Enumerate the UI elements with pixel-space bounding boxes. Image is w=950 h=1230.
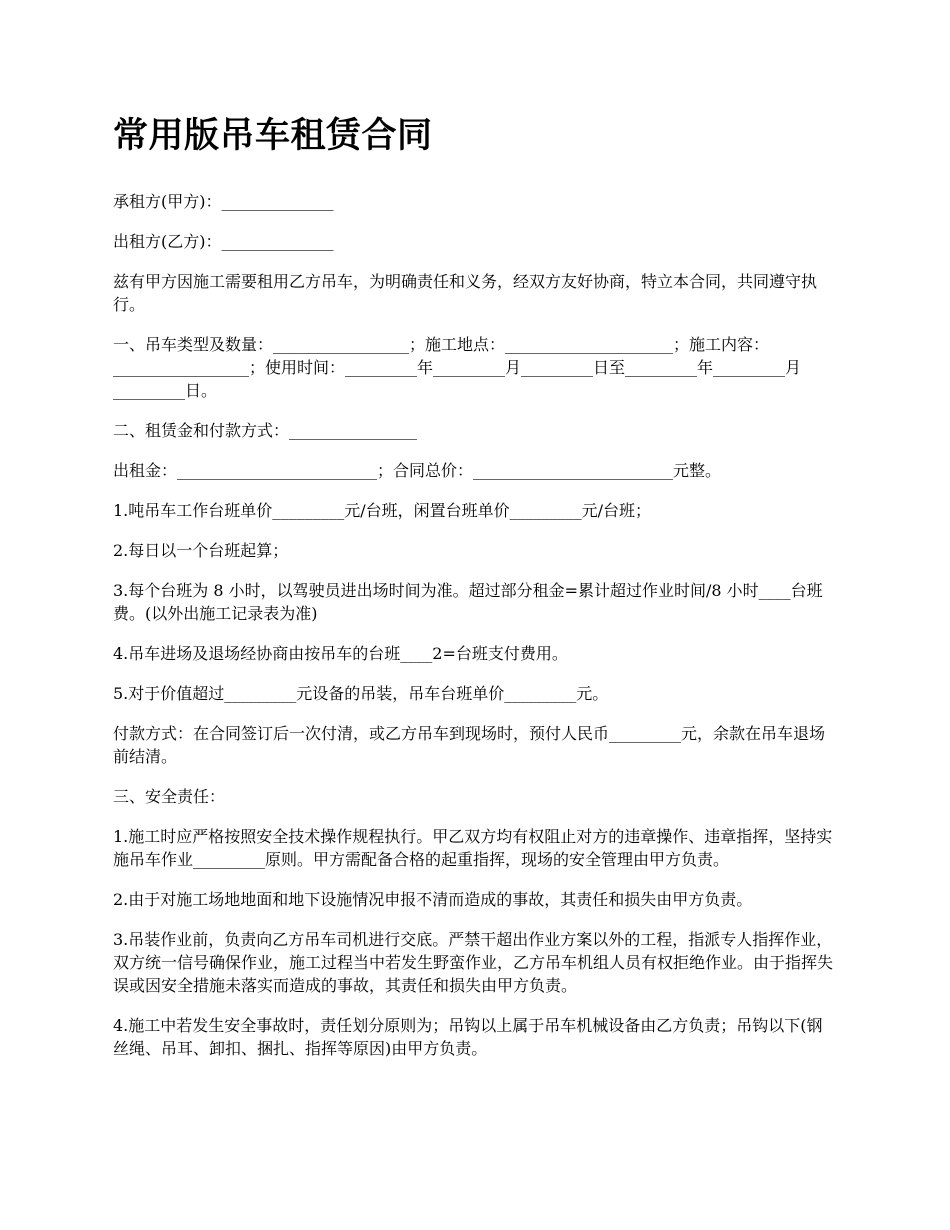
rent-total-line: 出租金：_________________________；合同总价：_________________________元整。 [113,461,722,480]
clause-2-5: 5.对于价值超过_________元设备的吊装，吊车台班单价_________元。 [113,684,609,703]
clause-3-3: 3.吊装作业前，负责向乙方吊车司机进行交底。严禁干超出作业方案以外的工程，指派专人指挥作业，双方统一信号确保作业，施工过程当中若发生野蛮作业，乙方吊车机组人员有权拒绝作业。由于指挥失误或因安全措施未落实而造成的事故，其责任和损失由甲方负责。 [113,930,834,995]
clause-3-2: 2.由于对施工场地地面和地下设施情况申报不清而造成的事故，其责任和损失由甲方负责。 [113,890,753,909]
clause-3-1: 1.施工时应严格按照安全技术操作规程执行。甲乙双方均有权阻止对方的违章操作、违章指挥，坚持实施吊车作业_________原则。甲方需配备合格的起重指挥，现场的安全管理由甲方负责。 [113,827,833,869]
party-a-line: 承租方(甲方)：______________ [113,192,334,211]
payment-method-paragraph: 付款方式：在合同签订后一次付清，或乙方吊车到现场时，预付人民币_________元，余款在吊车退场前结清。 [113,724,826,766]
clause-2-3: 3.每个台班为 8 小时，以驾驶员进出场时间为准。超过部分租金=累计超过作业时间/8 小时____台班费。(以外出施工记录表为准) [113,581,823,623]
document-title: 常用版吊车租赁合同 [113,115,433,156]
section-2-heading: 二、租赁金和付款方式：________________ [113,421,418,440]
preamble-paragraph: 兹有甲方因施工需要租用乙方吊车，为明确责任和义务，经双方友好协商，特立本合同，共同遵守执行。 [113,272,818,314]
party-b-line: 出租方(乙方)：______________ [113,232,334,251]
clause-2-1: 1.吨吊车工作台班单价_________元/台班，闲置台班单价_________元/台班； [113,501,652,520]
clause-3-4: 4.施工中若发生安全事故时，责任划分原则为；吊钩以上属于吊车机械设备由乙方负责；吊钩以下(钢丝绳、吊耳、卸扣、捆扎、指挥等原因)由甲方负责。 [113,1016,823,1058]
section-3-heading: 三、安全责任： [113,787,226,806]
clause-2-4: 4.吊车进场及退场经协商由按吊车的台班____2=台班支付费用。 [113,644,568,663]
section-1-crane-type: 一、吊车类型及数量：_________________；施工地点：_____________________；施工内容：_________________；使用时间：_________年_________月_________日至_________年_________月_________日。 [113,335,802,400]
document-page [113,112,838,1077]
clause-2-2: 2.每日以一个台班起算； [113,541,289,560]
